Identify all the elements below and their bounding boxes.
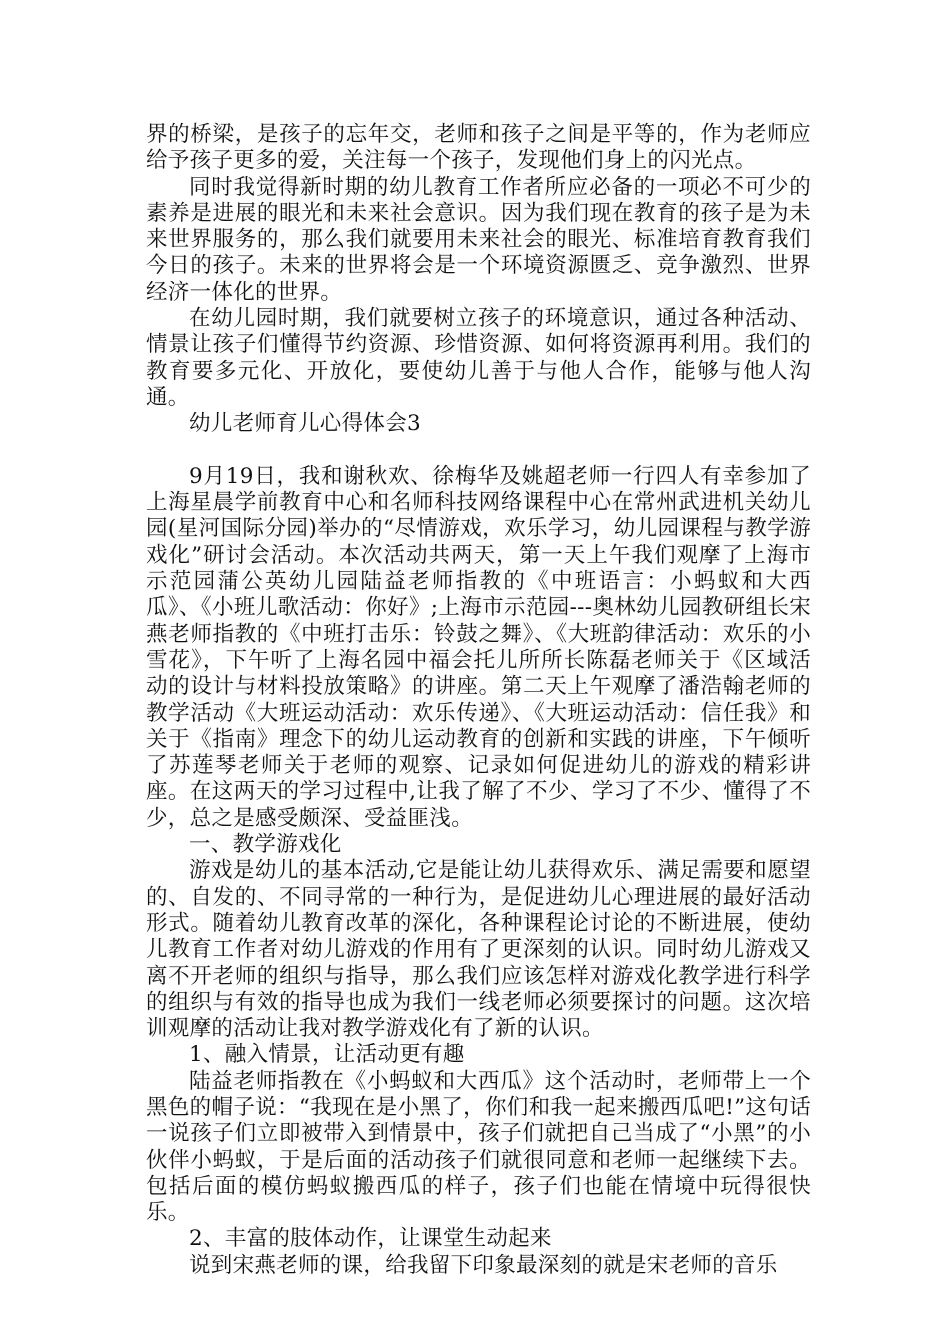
paragraph-future-vision: 同时我觉得新时期的幼儿教育工作者所应必备的一项必不可少的素养是进展的眼光和未来社会意识。因为我们现在教育的孩子是为未来世界服务的，那么我们就要用未来社会的眼光、标准培育教育我们今日的孩子。未来的世界将会是一个环境资源匮乏、竞争激烈、世界经济一体化的世界。 — [146, 174, 811, 305]
paragraph-environment-awareness: 在幼儿园时期，我们就要树立孩子的环境意识，通过各种活动、情景让孩子们懂得节约资源、珍惜资源、如何将资源再利用。我们的教育要多元化、开放化，要使幼儿善于与他人合作，能够与他人沟通。 — [146, 306, 811, 410]
paragraph-song-yan-class: 说到宋燕老师的课，给我留下印象最深刻的就是宋老师的音乐 — [189, 1252, 778, 1278]
subheading-situation: 1、融入情景，让活动更有趣 — [189, 1042, 465, 1068]
paragraph-continuation: 界的桥梁，是孩子的忘年交，老师和孩子之间是平等的，作为老师应给予孩子更多的爱，关注每一个孩子，发现他们身上的闪光点。 — [146, 122, 811, 174]
blank-line — [146, 438, 811, 464]
document-page — [146, 122, 811, 1279]
paragraph-seminar-report: 9月19日，我和谢秋欢、徐梅华及姚超老师一行四人有幸参加了上海星晨学前教育中心和名师科技网络课程中心在常州武进机关幼儿园(星河国际分园)举办的“尽情游戏，欢乐学习，幼儿园课程与教学游戏化”研讨会活动。本次活动共两天，第一天上午我们观摩了上海市示范园蒲公英幼儿园陆益老师指教的《中班语言：小蚂蚁和大西瓜》、《小班儿歌活动：你好》;上海市示范园---奥林幼儿园教研组长宋燕老师指教的《中班打击乐：铃鼓之舞》、《大班韵律活动：欢乐的小雪花》，下午听了上海名园中福会托儿所所长陈磊老师关于《区域活动的设计与材料投放策略》的讲座。第二天上午观摩了潘浩翰老师的教学活动《大班运动活动：欢乐传递》、《大班运动活动：信任我》和关于《指南》理念下的幼儿运动教育的创新和实践的讲座，下午倾听了苏莲琴老师关于老师的观察、记录如何促进幼儿的游戏的精彩讲座。在这两天的学习过程中,让我了解了不少、学习了不少、懂得了不少，总之是感受颇深、受益匪浅。 — [146, 463, 811, 831]
paragraph-ant-watermelon: 陆益老师指教在《小蚂蚁和大西瓜》这个活动时，老师带上一个黑色的帽子说：“我现在是小黑了，你们和我一起来搬西瓜吧!”这句话一说孩子们立即被带入到情景中，孩子们就把自己当成了“小黑”的小伙伴小蚂蚁，于是后面的活动孩子们就很同意和老师一起继续下去。包括后面的模仿蚂蚁搬西瓜的样子，孩子们也能在情境中玩得很快乐。 — [146, 1068, 811, 1226]
subheading-body-movement: 2、丰富的肢体动作，让课堂生动起来 — [189, 1226, 552, 1252]
paragraph-game-importance: 游戏是幼儿的基本活动,它是能让幼儿获得欢乐、满足需要和愿望的、自发的、不同寻常的一种行为，是促进幼儿心理进展的最好活动形式。随着幼儿教育改革的深化，各种课程论讨论的不断进展，使幼儿教育工作者对幼儿游戏的作用有了更深刻的认识。同时幼儿游戏又离不开老师的组织与指导，那么我们应该怎样对游戏化教学进行科学的组织与有效的指导也成为我们一线老师必须要探讨的问题。这次培训观摩的活动让我对教学游戏化有了新的认识。 — [146, 858, 811, 1042]
section-title: 幼儿老师育儿心得体会3 — [189, 411, 421, 437]
subheading-teaching-gamification: 一、教学游戏化 — [189, 832, 342, 858]
